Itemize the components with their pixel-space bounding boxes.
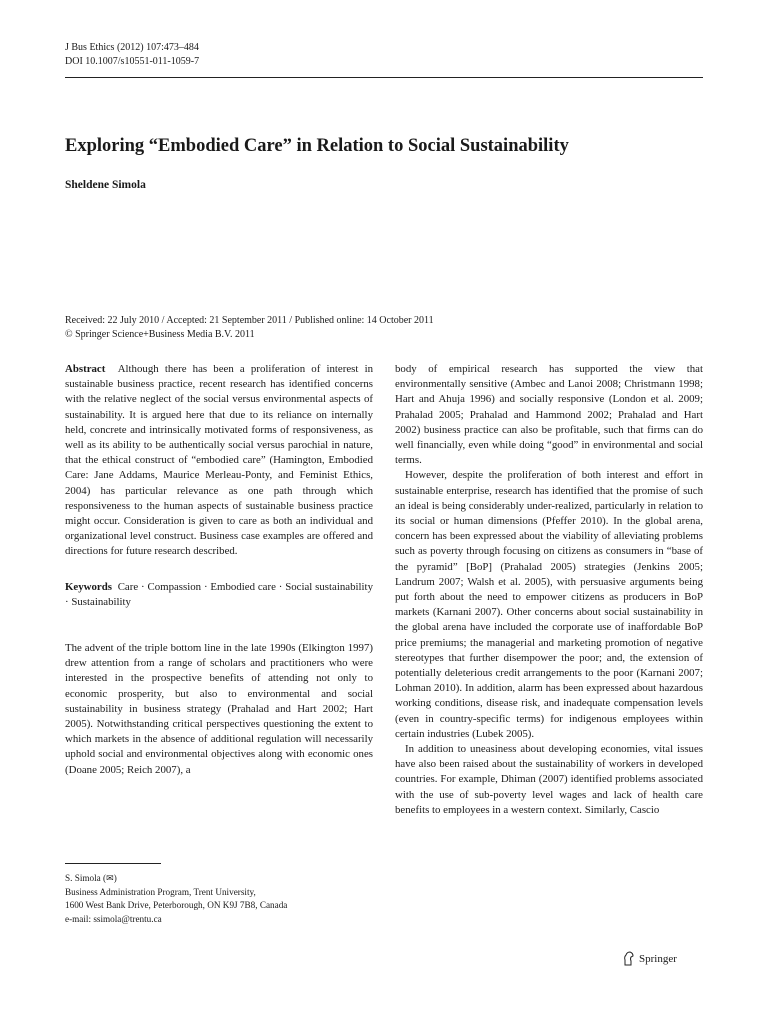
abstract: [65, 362, 373, 560]
abstract-label: Abstract: [65, 363, 106, 375]
springer-horse-icon: [622, 951, 635, 966]
author-name: Sheldene Simola: [65, 179, 146, 191]
body-paragraph-2: However, despite the proliferation of both interest and effort in sustainable enterprise, research has identified that the promise of such an ideal is being considerably under-realized, particularly in relation to its social or human dimensions (Pfeffer 2010). In the global arena, concern has been expressed about the viability of alleviating problems such as poverty through focusing on citizens as consumers in “base of the pyramid” [BoP] (Prahalad 2005) strategies (Jenkins 2005; Landrum 2007; Walsh et al. 2005), with persuasive arguments being put forth about the need to empower citizens as producers in BoP markets (Karnani 2007). Other concerns about social sustainability in the global arena have included the corporate use of inaffordable BoP price premiums; the managerial and marketing promotion of negative stereotypes that further disempower the poor; and, the extension of potentially deleterious credit arrangements to the poor (Karnani 2007; Lohman 2010). In addition, alarm has been expressed about hazardous working conditions, disease risk, and inadequate compensation levels (even in country-specific terms) for indigenous employees within certain industries (Lubek 2005).: [395, 469, 703, 740]
doi[interactable]: DOI 10.1007/s10551-011-1059-7: [65, 56, 200, 67]
copyright: © Springer Science+Business Media B.V. 2011: [65, 329, 255, 340]
article-title: Exploring “Embodied Care” in Relation to Social Sustainability: [65, 136, 569, 156]
footnote-affiliation: Business Administration Program, Trent University,: [65, 886, 256, 897]
journal-citation: J Bus Ethics (2012) 107:473–484: [65, 42, 199, 53]
footnote-address: 1600 West Bank Drive, Peterborough, ON K9J 7B8, Canada: [65, 900, 288, 910]
left-column: [65, 362, 373, 778]
footnote-author: S. Simola (✉): [65, 873, 117, 883]
footnote-rule: [65, 863, 161, 864]
author-footnote: [65, 863, 373, 926]
abstract-text: Although there has been a proliferation of interest in sustainable business practice, recent research has identified concerns with the relative neglect of the social versus environmental aspects of sustainability. It is argued here that due to its reliance on internally held, concrete and intrinsically motivated forms of responsiveness, as well as its ability to be authentically social versus parochial in nature, that the ethical construct of “embodied care” (Hamington, Embodied Care: Jane Addams, Maurice Merleau-Ponty, and Feminist Ethics, 2004) has particular relevance as one path through which responsiveness to the human aspects of sustainable business practice might occur. Consideration is given to care as both an individual and organizational level construct. Business case examples are offered and directions for future research described.: [65, 363, 373, 558]
publisher-mark: [622, 951, 677, 966]
intro-paragraph: The advent of the triple bottom line in the late 1990s (Elkington 1997) drew attention from a range of scholars and practitioners who were interested in the prospective benefits of attending not only to economic prosperity, but also to environmental and social sustainability in business strategy (Prahalad and Hart 2002; Hart 2005). Notwithstanding critical perspectives questioning the extent to which markets in the absence of additional regulation will necessarily uphold social and environmental objectives along with economic ones (Doane 2005; Reich 2007), a: [65, 642, 373, 776]
keywords: [65, 580, 373, 610]
right-column: [395, 362, 703, 818]
publication-dates: Received: 22 July 2010 / Accepted: 21 September 2011 / Published online: 14 October 2011: [65, 315, 434, 326]
publisher-name: Springer: [639, 952, 677, 965]
body-paragraph-1: body of empirical research has supported the view that environmentally sensitive (Ambec and Lanoi 2008; Christmann 1998; Hart and Ahuja 1996) and socially responsive (London et al. 2009; Prahalad 2005; Prahalad and Hammond 2002; Prahalad and Hart 2002) business practice can also be profitable, such that firms can do well financially, even while doing “good” in environmental and social terms.: [395, 363, 703, 467]
footnote-email[interactable]: e-mail: ssimola@trentu.ca: [65, 913, 162, 924]
body-paragraph-3: In addition to uneasiness about developing economies, vital issues have also been raised about the sustainability of workers in developed countries. For example, Dhiman (2007) identified problems associated with the use of sub-poverty level wages and lack of health care benefits to employees in a western context. Similarly, Cascio: [395, 743, 703, 816]
header-rule: [65, 77, 703, 78]
keywords-label: Keywords: [65, 580, 112, 593]
keywords-text: Care · Compassion · Embodied care · Social sustainability · Sustainability: [65, 580, 373, 608]
